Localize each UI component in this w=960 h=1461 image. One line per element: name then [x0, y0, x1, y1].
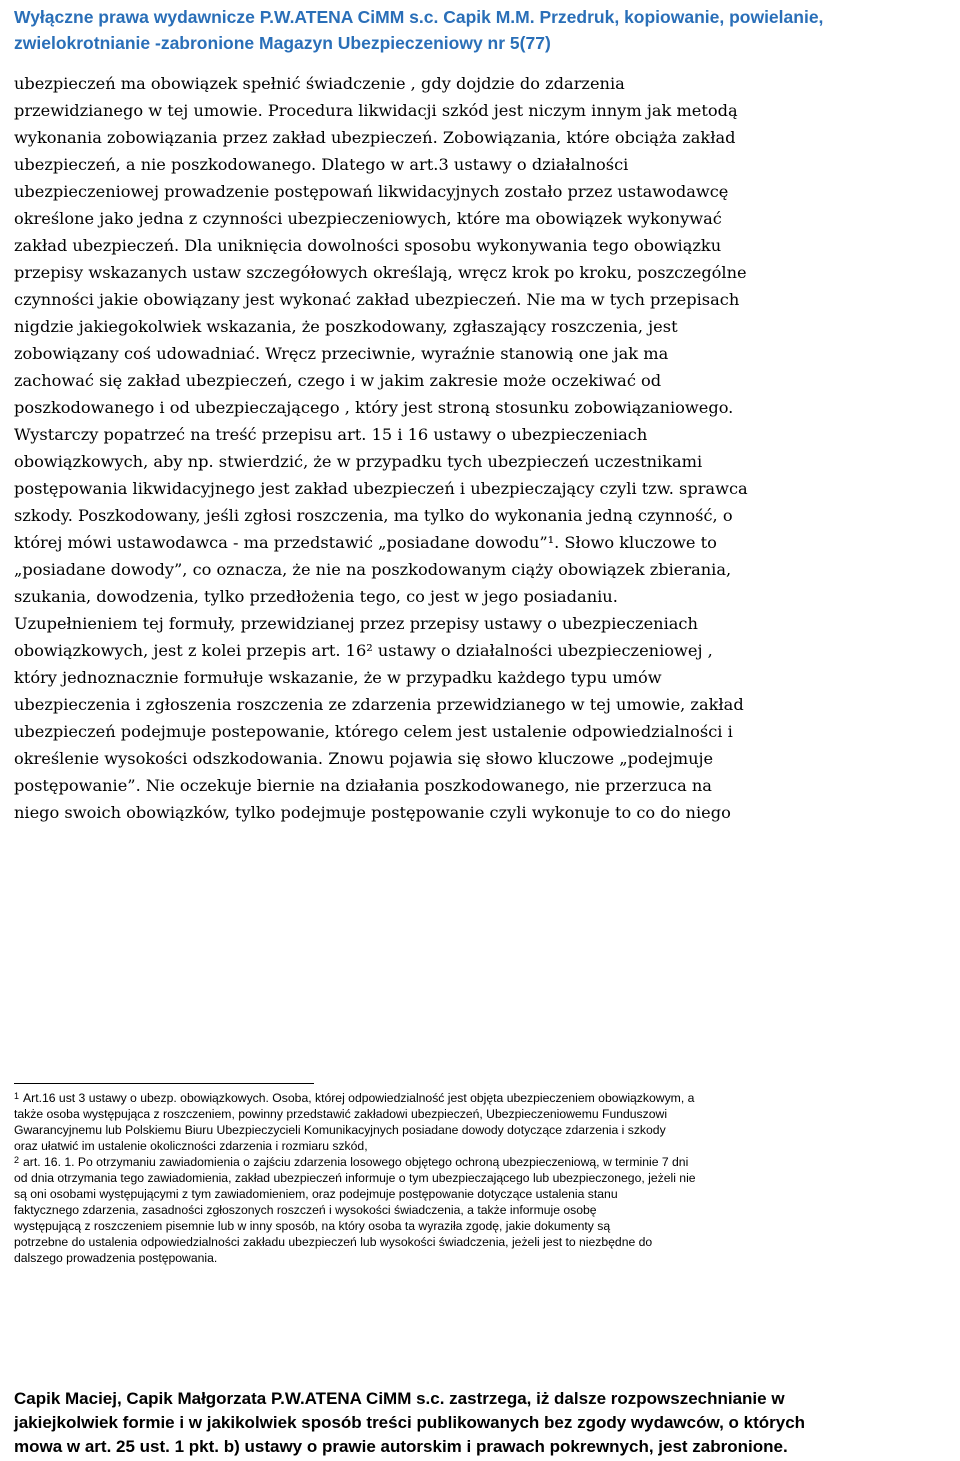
footnotes	[14, 1090, 956, 1266]
footnote-2-marker: 2	[14, 1155, 20, 1165]
footnote-2-text: art. 16. 1. Po otrzymaniu zawiadomienia o zajściu zdarzenia losowego objętego ochroną ubezpieczeniową, w terminie 7 dni	[23, 1155, 689, 1169]
footer-line: jakiejkolwiek formie i w jakikolwiek sposób treści publikowanych bez zgody wydawców, o których	[14, 1413, 806, 1432]
body-line: obowiązkowych, jest z kolei przepis art. 16² ustawy o działalności ubezpieczeniowej ,	[14, 641, 713, 660]
body-line: określone jako jedna z czynności ubezpieczeniowych, które ma obowiązek wykonywać	[14, 209, 722, 228]
footnote-1-marker: 1	[14, 1091, 20, 1101]
body-line: postępowanie”. Nie oczekuje biernie na działania poszkodowanego, nie przerzuca na	[14, 776, 712, 795]
footnote-1-line: także osoba występująca z roszczeniem, powinny przedstawić zakładowi ubezpieczeń, Ubezpieczeniowemu Funduszowi	[14, 1107, 668, 1121]
header-line: Wyłączne prawa wydawnicze P.W.ATENA CiMM s.c. Capik M.M. Przedruk, kopiowanie, powielanie,	[14, 7, 824, 27]
page-header	[14, 4, 949, 56]
body-line: poszkodowanego i od ubezpieczającego , który jest stroną stosunku zobowiązaniowego.	[14, 398, 734, 417]
body-line: określenie wysokości odszkodowania. Znowu pojawia się słowo kluczowe „podejmuje	[14, 749, 714, 768]
body-line: postępowania likwidacyjnego jest zakład ubezpieczeń i ubezpieczający czyli tzw. sprawca	[14, 479, 748, 498]
footnote-2-line: są oni osobami występującymi z tym zawiadomieniem, oraz podejmuje postępowanie dotyczące ustalenia stanu	[14, 1187, 618, 1201]
body-line: ubezpieczeń podejmuje postepowanie, którego celem jest ustalenie odpowiedzialności i	[14, 722, 733, 741]
footnote-2-line: faktycznego zdarzenia, zasadności zgłoszonych roszczeń i wysokości świadczenia, a także informuje osobę	[14, 1203, 597, 1217]
footer-line: Capik Maciej, Capik Małgorzata P.W.ATENA CiMM s.c. zastrzega, iż dalsze rozpowszechnianie w	[14, 1389, 785, 1408]
body-line: niego swoich obowiązków, tylko podejmuje postępowanie czyli wykonuje to co do niego	[14, 803, 731, 822]
body-line: wykonania zobowiązania przez zakład ubezpieczeń. Zobowiązania, które obciąża zakład	[14, 128, 736, 147]
body-line: zobowiązany coś udowadniać. Wręcz przeciwnie, wyraźnie stanowią one jak ma	[14, 344, 669, 363]
body-line: „posiadane dowody”, co oznacza, że nie na poszkodowanym ciąży obowiązek zbierania,	[14, 560, 732, 579]
body-line: szukania, dowodzenia, tylko przedłożenia tego, co jest w jego posiadaniu.	[14, 587, 618, 606]
page-footer	[14, 1387, 949, 1459]
footnote-1-line	[14, 1090, 956, 1106]
body-line: który jednoznacznie formułuje wskazanie, że w przypadku każdego typu umów	[14, 668, 662, 687]
body-line: Wystarczy popatrzeć na treść przepisu art. 15 i 16 ustawy o ubezpieczeniach	[14, 425, 648, 444]
footnote-1-line: oraz ułatwić im ustalenie okoliczności zdarzenia i rozmiaru szkód,	[14, 1139, 368, 1153]
main-body-text	[14, 70, 949, 826]
footnote-2-line	[14, 1154, 956, 1170]
footnote-1-line: Gwarancyjnemu lub Polskiemu Biuru Ubezpieczycieli Komunikacyjnych posiadane dowody dotyczące zdarzenia i szkody	[14, 1123, 666, 1137]
body-line: ubezpieczenia i zgłoszenia roszczenia ze zdarzenia przewidzianego w tej umowie, zakład	[14, 695, 744, 714]
body-line: zakład ubezpieczeń. Dla uniknięcia dowolności sposobu wykonywania tego obowiązku	[14, 236, 722, 255]
body-line: ubezpieczeń, a nie poszkodowanego. Dlatego w art.3 ustawy o działalności	[14, 155, 629, 174]
footnote-1-text: Art.16 ust 3 ustawy o ubezp. obowiązkowych. Osoba, której odpowiedzialność jest objęta ubezpieczeniem obowiązkowym, a	[23, 1091, 695, 1105]
body-line: Uzupełnieniem tej formuły, przewidzianej przez przepisy ustawy o ubezpieczeniach	[14, 614, 698, 633]
body-line: przewidzianego w tej umowie. Procedura likwidacji szkód jest niczym innym jak metodą	[14, 101, 738, 120]
body-line: której mówi ustawodawca - ma przedstawić „posiadane dowodu”¹. Słowo kluczowe to	[14, 533, 717, 552]
body-line: czynności jakie obowiązany jest wykonać zakład ubezpieczeń. Nie ma w tych przepisach	[14, 290, 740, 309]
footer-line: mowa w art. 25 ust. 1 pkt. b) ustawy o prawie autorskim i prawach pokrewnych, jest zabronione.	[14, 1437, 788, 1456]
body-line: ubezpieczeń ma obowiązek spełnić świadczenie , gdy dojdzie do zdarzenia	[14, 74, 625, 93]
body-line: ubezpieczeniowej prowadzenie postępowań likwidacyjnych zostało przez ustawodawcę	[14, 182, 729, 201]
footnote-2-line: dalszego prowadzenia postępowania.	[14, 1251, 218, 1265]
header-line: zwielokrotnianie -zabronione Magazyn Ubezpieczeniowy nr 5(77)	[14, 33, 551, 53]
footnote-2-line: potrzebne do ustalenia odpowiedzialności zakładu ubezpieczeń lub wysokości świadczenia, jeżeli jest to niezbędne do	[14, 1235, 653, 1249]
footnote-2-line: występującą z roszczeniem pisemnie lub w inny sposób, na który osoba ta wyraziła zgodę, jakie dokumenty są	[14, 1219, 611, 1233]
body-line: przepisy wskazanych ustaw szczegółowych określają, wręcz krok po kroku, poszczególne	[14, 263, 747, 282]
body-line: szkody. Poszkodowany, jeśli zgłosi roszczenia, ma tylko do wykonania jedną czynność, o	[14, 506, 733, 525]
body-line: zachować się zakład ubezpieczeń, czego i w jakim zakresie może oczekiwać od	[14, 371, 662, 390]
body-line: obowiązkowych, aby np. stwierdzić, że w przypadku tych ubezpieczeń uczestnikami	[14, 452, 703, 471]
footnote-separator	[14, 1083, 314, 1084]
body-line: nigdzie jakiegokolwiek wskazania, że poszkodowany, zgłaszający roszczenia, jest	[14, 317, 678, 336]
footnote-2-line: od dnia otrzymania tego zawiadomienia, zakład ubezpieczeń informuje o tym ubezpieczającego lub ubezpieczonego, jeżeli nie	[14, 1171, 696, 1185]
